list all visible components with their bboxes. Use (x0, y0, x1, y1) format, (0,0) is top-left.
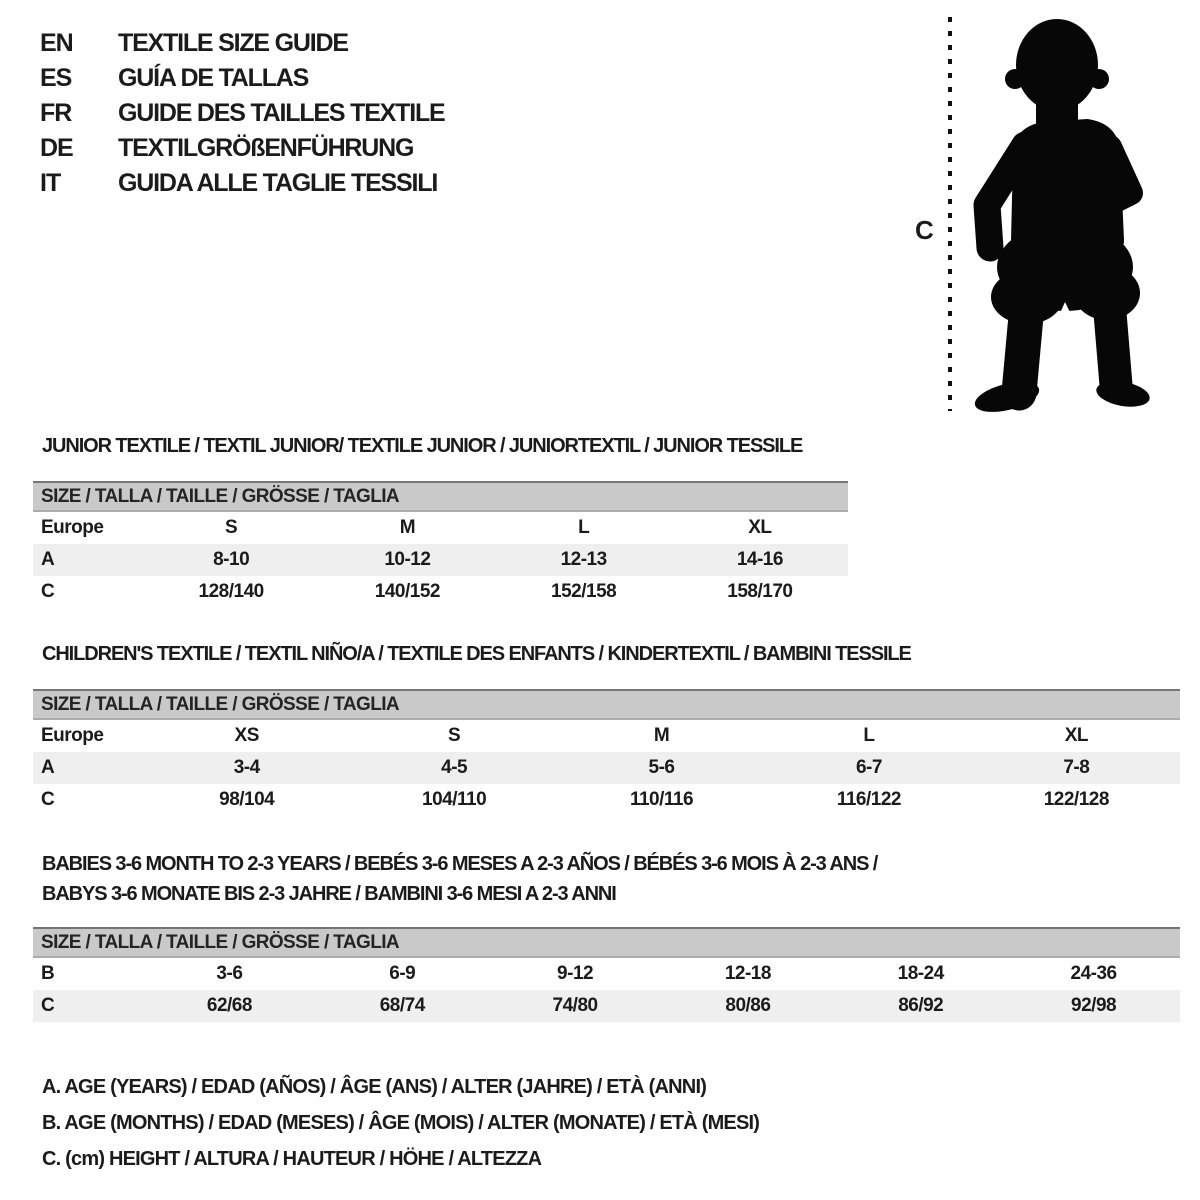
toddler-silhouette (972, 19, 1150, 417)
row-label: C (41, 995, 55, 1016)
language-row (40, 61, 445, 96)
table-cell: 110/116 (629, 789, 694, 810)
language-row (40, 26, 445, 61)
table-cell: 62/68 (206, 995, 252, 1016)
table-cell: 140/152 (374, 581, 440, 602)
table-row (33, 784, 1180, 816)
table-cell: 5-6 (648, 757, 675, 778)
size-table-children (33, 689, 1180, 816)
section-title-children (42, 639, 911, 669)
table-row (33, 720, 1180, 752)
height-figure (895, 5, 1150, 417)
table-row (33, 544, 848, 576)
table-cell: 3-4 (233, 757, 260, 778)
table-cell: 9-12 (557, 963, 594, 984)
language-code: IT (40, 169, 61, 197)
size-header-band: SIZE / TALLA / TAILLE / GRÖSSE / TAGLIA (33, 689, 1180, 720)
size-table-junior (33, 481, 848, 608)
row-label: A (41, 757, 55, 778)
table-cell: 18-24 (897, 963, 944, 984)
section-title-line: CHILDREN'S TEXTILE / TEXTIL NIÑO/A / TEXTILE DES ENFANTS / KINDERTEXTIL / BAMBINI TESSILE (42, 643, 911, 665)
section-title-junior (42, 431, 802, 461)
language-row (40, 131, 445, 166)
section-title-babies (42, 849, 877, 909)
section-title-line: JUNIOR TEXTILE / TEXTIL JUNIOR/ TEXTILE JUNIOR / JUNIORTEXTIL / JUNIOR TESSILE (42, 435, 803, 457)
table-row (33, 752, 1180, 784)
language-title: TEXTILE SIZE GUIDE (118, 29, 348, 57)
language-title: TEXTILGRÖßENFÜHRUNG (118, 134, 414, 162)
row-label: A (41, 549, 55, 570)
table-cell: XS (234, 725, 259, 746)
table-cell: 86/92 (898, 995, 944, 1016)
footnote-line: C. (cm) HEIGHT / ALTURA / HAUTEUR / HÖHE / ALTEZZA (42, 1148, 542, 1170)
table-cell: 12-13 (560, 549, 607, 570)
table-cell: 8-10 (213, 549, 250, 570)
table-cell: 116/122 (836, 789, 901, 810)
table-cell: 10-12 (384, 549, 431, 570)
footnote-line: A. AGE (YEARS) / EDAD (AÑOS) / ÂGE (ANS) / ALTER (JAHRE) / ETÀ (ANNI) (42, 1076, 707, 1098)
table-cell: L (578, 517, 590, 538)
table-cell: 6-7 (855, 757, 882, 778)
table-cell: 12-18 (724, 963, 771, 984)
table-row (33, 512, 848, 544)
language-title: GUIDA ALLE TAGLIE TESSILI (118, 169, 438, 197)
table-cell: L (863, 725, 875, 746)
size-header-band: SIZE / TALLA / TAILLE / GRÖSSE / TAGLIA (33, 927, 1180, 958)
table-cell: 158/170 (727, 581, 793, 602)
language-code: ES (40, 64, 72, 92)
footnotes (42, 1069, 759, 1177)
table-cell: 4-5 (441, 757, 468, 778)
language-title: GUIDE DES TAILLES TEXTILE (118, 99, 445, 127)
table-cell: 104/110 (422, 789, 487, 810)
footnote-line: B. AGE (MONTHS) / EDAD (MESES) / ÂGE (MOIS) / ALTER (MONATE) / ETÀ (MESI) (42, 1112, 760, 1134)
language-code: DE (40, 134, 73, 162)
table-cell: M (399, 517, 416, 538)
row-label: Europe (41, 725, 104, 746)
table-cell: 6-9 (389, 963, 416, 984)
language-code: EN (40, 29, 73, 57)
table-cell: XL (1064, 725, 1088, 746)
table-cell: 128/140 (198, 581, 264, 602)
size-table-babies (33, 927, 1180, 1022)
table-cell: S (225, 517, 238, 538)
table-cell: S (448, 725, 461, 746)
table-cell: 7-8 (1063, 757, 1090, 778)
table-cell: 14-16 (736, 549, 783, 570)
language-row (40, 96, 445, 131)
toddler-silhouette-icon (895, 5, 1150, 417)
table-row (33, 576, 848, 608)
table-cell: 80/86 (725, 995, 771, 1016)
language-title-list (40, 26, 445, 201)
language-row (40, 166, 445, 201)
section-title-line: BABYS 3-6 MONATE BIS 2-3 JAHRE / BAMBINI 3-6 MESI A 2-3 ANNI (42, 883, 616, 905)
language-title: GUÍA DE TALLAS (118, 64, 309, 92)
table-row (33, 990, 1180, 1022)
table-cell: M (653, 725, 670, 746)
table-cell: 98/104 (219, 789, 275, 810)
language-code: FR (40, 99, 72, 127)
table-cell: 92/98 (1071, 995, 1117, 1016)
table-cell: 122/128 (1043, 789, 1109, 810)
section-title-line: BABIES 3-6 MONTH TO 2-3 YEARS / BEBÉS 3-6 MESES A 2-3 AÑOS / BÉBÉS 3-6 MOIS À 2-3 ANS / (42, 853, 878, 875)
height-measure-label: C (915, 215, 933, 245)
table-cell: 24-36 (1070, 963, 1117, 984)
row-label: C (41, 581, 55, 602)
size-header-band: SIZE / TALLA / TAILLE / GRÖSSE / TAGLIA (33, 481, 848, 512)
row-label: B (41, 963, 55, 984)
row-label: Europe (41, 517, 104, 538)
table-cell: XL (748, 517, 772, 538)
row-label: C (41, 789, 55, 810)
table-cell: 3-6 (216, 963, 243, 984)
table-cell: 74/80 (552, 995, 598, 1016)
table-cell: 152/158 (551, 581, 617, 602)
table-cell: 68/74 (379, 995, 425, 1016)
table-row (33, 958, 1180, 990)
